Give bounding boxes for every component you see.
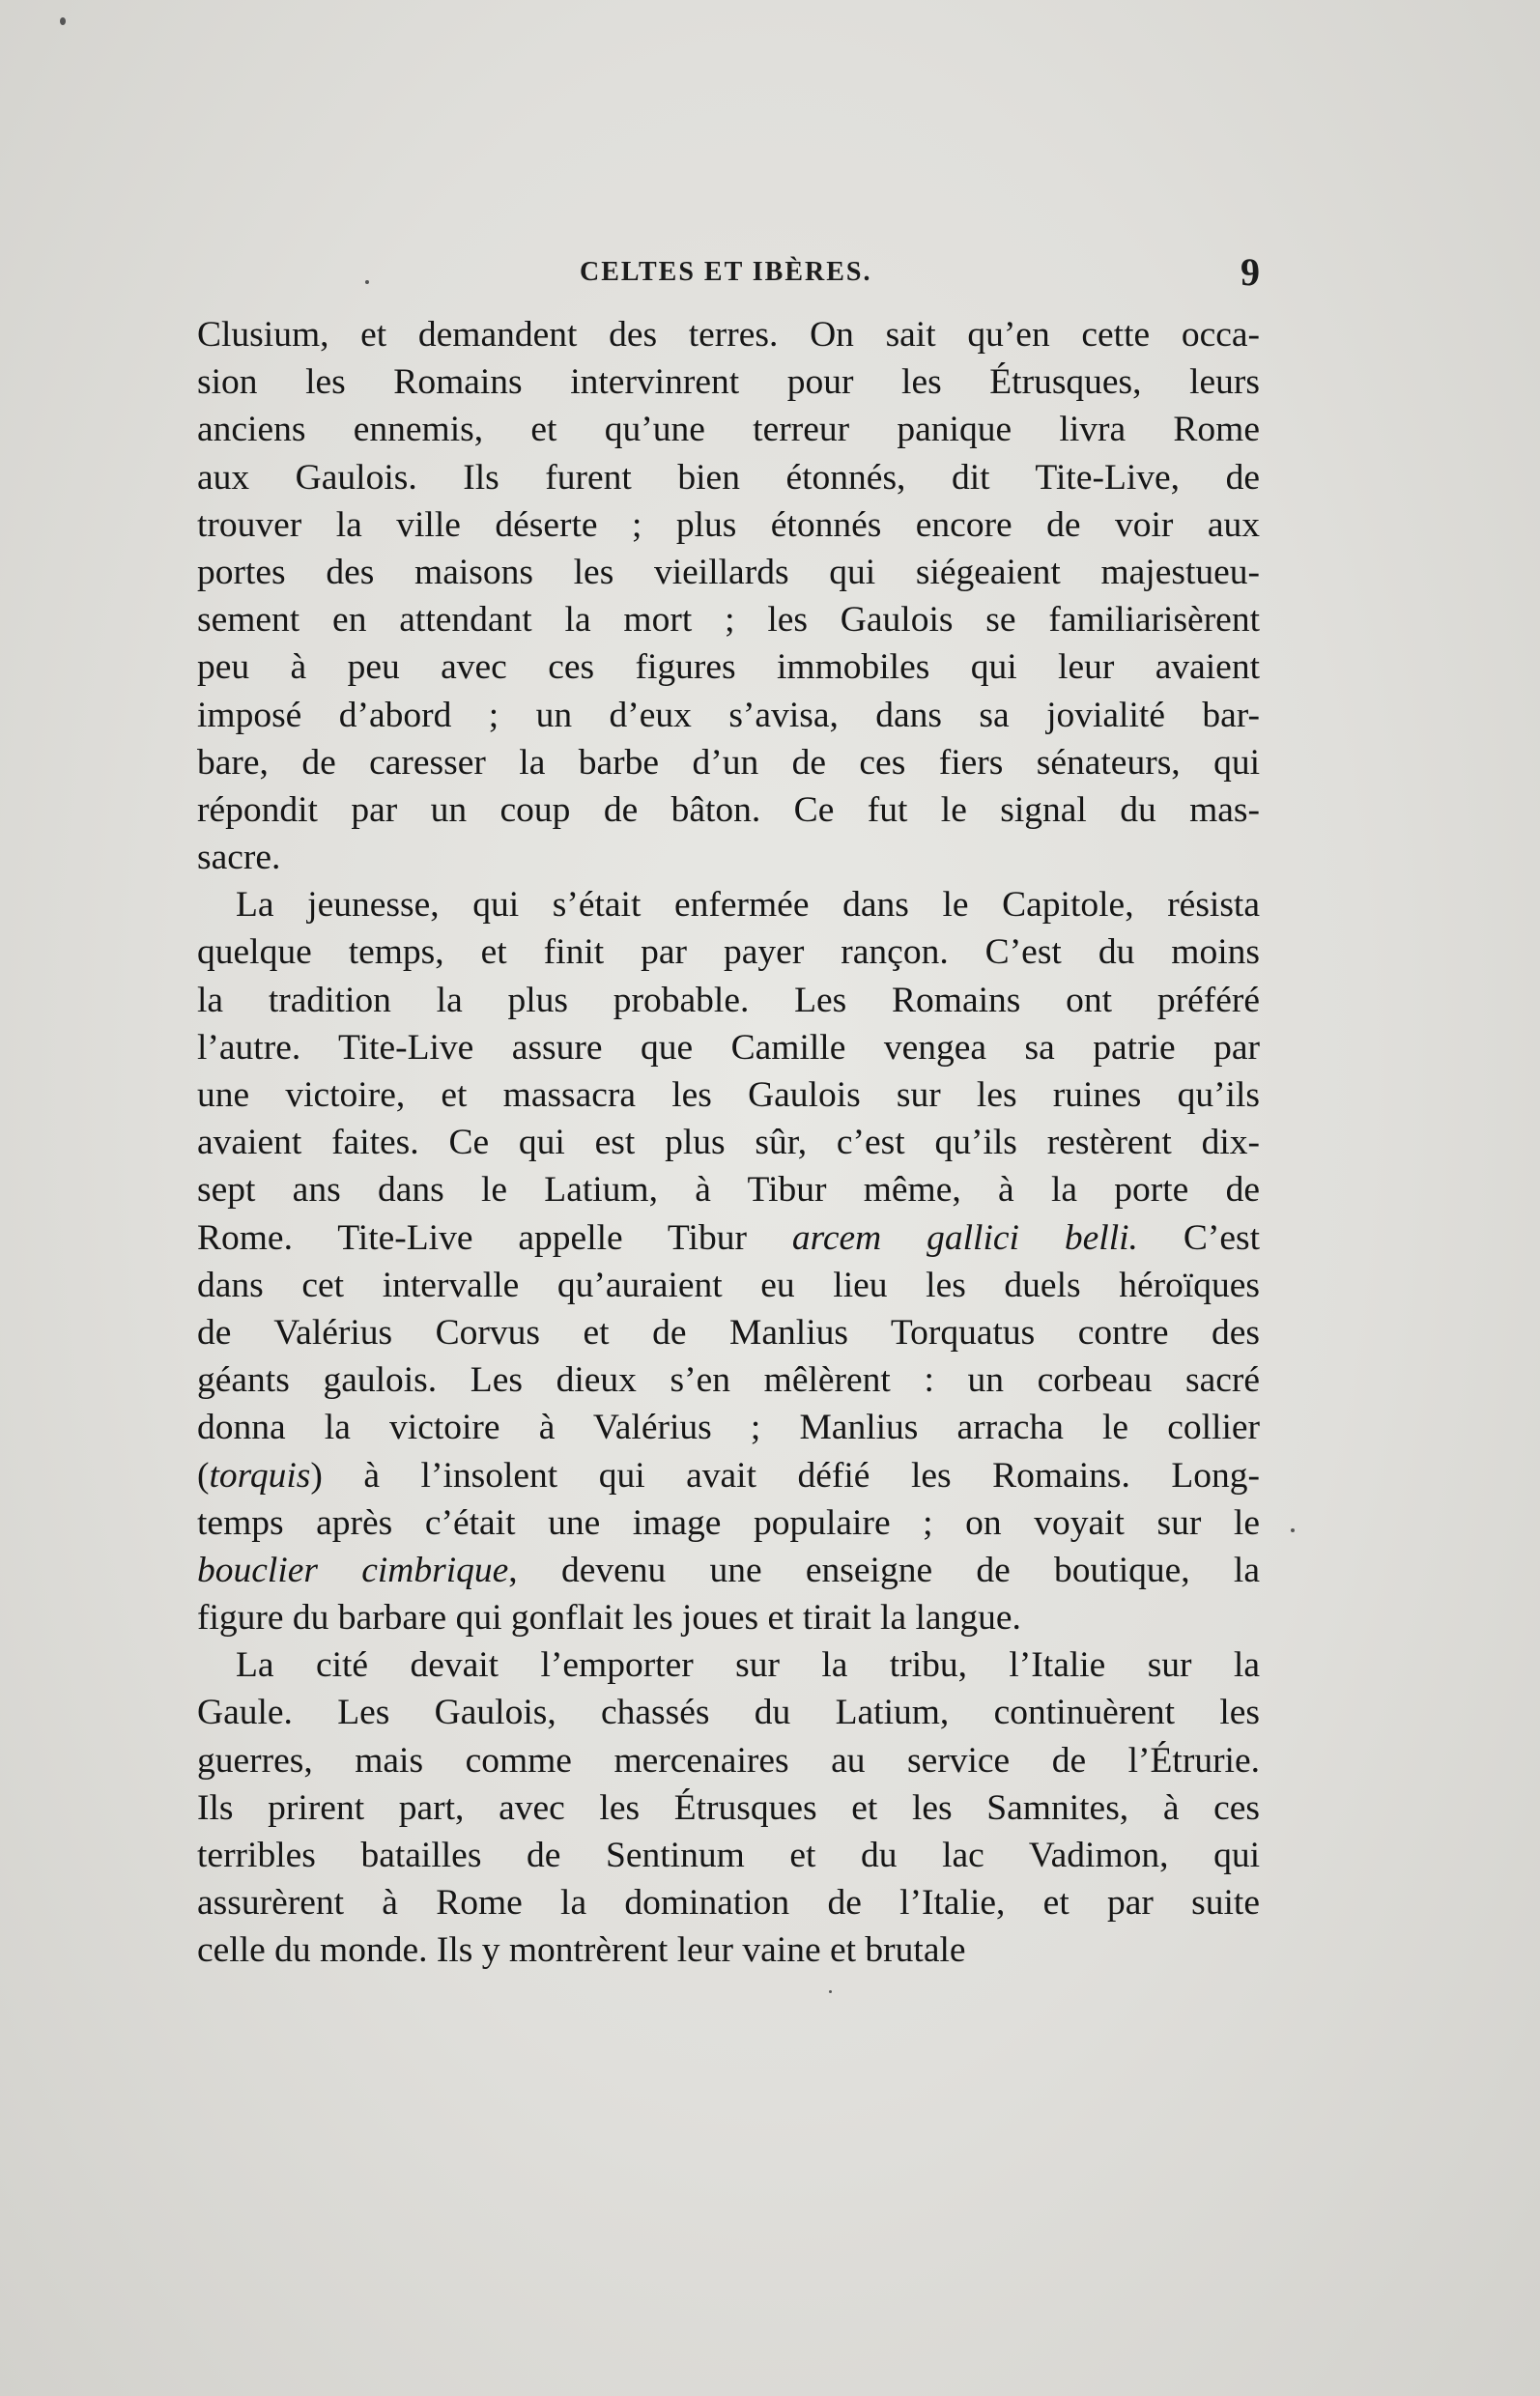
text-line: l’autre. Tite-Live assure que Camille vengea sa patrie par: [197, 1027, 1260, 1068]
italic-phrase: arcem gallici belli.: [791, 1217, 1138, 1258]
text-line: [197, 1452, 1260, 1499]
dust-speck: [60, 17, 66, 25]
page-number: 9: [1241, 250, 1260, 294]
text-line: sacre.: [197, 838, 281, 878]
text-line: quelque temps, et finit par payer rançon. C’est du moins: [197, 932, 1260, 973]
text-line: Gaule. Les Gaulois, chassés du Latium, continuèrent les: [197, 1693, 1260, 1733]
text-segment: Rome. Tite-Live appelle Tibur: [197, 1217, 792, 1258]
text-line: celle du monde. Ils y montrèrent leur vaine et brutale: [197, 1930, 966, 1971]
text-line: une victoire, et massacra les Gaulois sur les ruines qu’ils: [197, 1075, 1260, 1115]
text-line: la tradition la plus probable. Les Romains ont préféré: [197, 980, 1260, 1020]
text-segment: C’est: [1137, 1217, 1260, 1258]
text-line: guerres, mais comme mercenaires au service de l’Étrurie.: [197, 1740, 1260, 1781]
text-line: peu à peu avec ces figures immobiles qui leur avaient: [197, 647, 1260, 688]
text-segment: (: [197, 1455, 210, 1496]
text-line: bare, de caresser la barbe d’un de ces fiers sénateurs, qui: [197, 742, 1260, 783]
text-line: Clusium, et demandent des terres. On sait qu’en cette occa-: [197, 315, 1260, 355]
page-header: [0, 249, 1540, 298]
text-line: portes des maisons les vieillards qui siégeaient majestueu-: [197, 552, 1260, 592]
text-line: donna la victoire à Valérius ; Manlius arracha le collier: [197, 1408, 1260, 1448]
dust-speck: [1291, 1528, 1295, 1532]
text-line: Ils prirent part, avec les Étrusques et les Samnites, à ces: [197, 1787, 1260, 1828]
text-line: dans cet intervalle qu’auraient eu lieu les duels héroïques: [197, 1265, 1260, 1305]
text-line: sement en attendant la mort ; les Gaulois se familiarisèrent: [197, 600, 1260, 641]
text-line: aux Gaulois. Ils furent bien étonnés, dit Tite-Live, de: [197, 457, 1260, 498]
text-line: [197, 1214, 1260, 1262]
text-line: imposé d’abord ; un d’eux s’avisa, dans sa jovialité bar-: [197, 695, 1260, 735]
text-line: répondit par un coup de bâton. Ce fut le signal du mas-: [197, 789, 1260, 830]
italic-phrase: bouclier cimbrique: [197, 1550, 509, 1590]
text-line: [197, 1547, 1260, 1594]
text-line: trouver la ville déserte ; plus étonnés encore de voir aux: [197, 504, 1260, 545]
text-segment: ) à l’insolent qui avait défié les Romains. Long-: [310, 1455, 1260, 1496]
dust-speck: [365, 280, 369, 284]
text-line: sion les Romains intervinrent pour les Étrusques, leurs: [197, 362, 1260, 403]
text-line: assurèrent à Rome la domination de l’Italie, et par suite: [197, 1883, 1260, 1924]
text-line: figure du barbare qui gonflait les joues et tirait la langue.: [197, 1598, 1021, 1639]
body-text: [197, 311, 1260, 1975]
running-head: CELTES ET IBÈRES.: [580, 257, 872, 287]
text-line: terribles batailles de Sentinum et du lac Vadimon, qui: [197, 1836, 1260, 1875]
text-line: La cité devait l’emporter sur la tribu, l’Italie sur la: [236, 1645, 1260, 1686]
text-segment: , devenu une enseigne de boutique, la: [508, 1550, 1260, 1590]
text-line: La jeunesse, qui s’était enfermée dans le Capitole, résista: [236, 885, 1260, 926]
dust-speck: [829, 1990, 832, 1993]
text-line: sept ans dans le Latium, à Tibur même, à la porte de: [197, 1170, 1260, 1211]
italic-phrase: torquis: [209, 1455, 311, 1496]
text-line: géants gaulois. Les dieux s’en mêlèrent : un corbeau sacré: [197, 1360, 1260, 1401]
text-line: de Valérius Corvus et de Manlius Torquatus contre des: [197, 1312, 1260, 1353]
text-line: avaient faites. Ce qui est plus sûr, c’est qu’ils restèrent dix-: [197, 1123, 1260, 1163]
text-line: anciens ennemis, et qu’une terreur panique livra Rome: [197, 410, 1260, 450]
text-line: temps après c’était une image populaire ; on voyait sur le: [197, 1502, 1260, 1543]
